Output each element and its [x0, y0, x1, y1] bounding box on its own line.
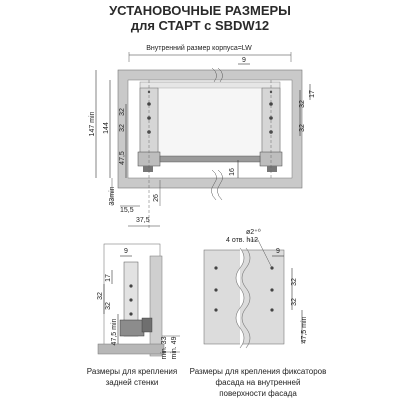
bl-dim-33: min. 33	[161, 336, 168, 360]
right-runner	[260, 152, 282, 166]
dim-26: 26	[153, 194, 160, 202]
dim-37-5: 37,5	[136, 217, 150, 224]
front-hole-4	[270, 288, 273, 291]
inner-size-label: Внутренний размер корпуса=LW	[146, 45, 252, 52]
br-dim-32b: 32	[291, 298, 298, 306]
dim-144: 144	[103, 122, 110, 134]
dim-right-17: 17	[309, 90, 316, 98]
br-caption-line-2: фасада на внутренней	[215, 378, 301, 387]
br-dim-9: 9	[276, 248, 280, 255]
dim-right-32d: 32	[299, 124, 306, 132]
title-line-1: УСТАНОВОЧНЫЕ РАЗМЕРЫ	[109, 3, 291, 18]
bl-caption-line-2: задней стенки	[105, 378, 159, 387]
bottom-right-drawing	[190, 228, 327, 398]
bl-dim-17: 17	[105, 274, 112, 282]
bottom-left-drawing	[87, 244, 180, 387]
dim-47-5: 47,5	[119, 151, 126, 165]
bottom-wall	[98, 344, 164, 354]
dim-top-9: 9	[242, 57, 246, 64]
dim-left-32b: 32	[119, 124, 126, 132]
br-dim-32a: 32	[291, 278, 298, 286]
bl-dim-9: 9	[124, 248, 128, 255]
left-runner	[138, 152, 160, 166]
bl-caption-line-1: Размеры для крепления	[86, 367, 178, 376]
br-hole-note: 4 отв. h12	[226, 237, 259, 244]
dim-left-32a: 32	[119, 108, 126, 116]
title-line-2: для СТАРТ с SBDW12	[130, 18, 270, 33]
br-caption-line-1: Размеры для крепления фиксаторов	[189, 367, 327, 376]
dim-right-32c: 32	[299, 100, 306, 108]
top-drawing	[89, 44, 316, 228]
br-caption-line-3: поверхности фасада	[219, 389, 297, 398]
br-hole-diameter: ø2⁺⁰	[246, 229, 261, 236]
dim-15-5: 15,5	[120, 207, 134, 214]
dim-16: 16	[229, 168, 236, 176]
drawer-bottom	[160, 156, 260, 162]
br-dim-47-5: 47,5 min	[301, 316, 308, 344]
dim-147min: 147 min	[89, 111, 96, 137]
bl-dim-32a: 32	[97, 292, 104, 300]
bl-dim-32b: 32	[105, 302, 112, 310]
front-hole-2	[214, 288, 217, 291]
bl-dim-47-5: 47,5 min	[111, 318, 118, 346]
bl-dim-49: min. 49	[171, 336, 178, 360]
dim-33min: 33min	[109, 186, 116, 206]
front-hole-1	[214, 266, 217, 269]
